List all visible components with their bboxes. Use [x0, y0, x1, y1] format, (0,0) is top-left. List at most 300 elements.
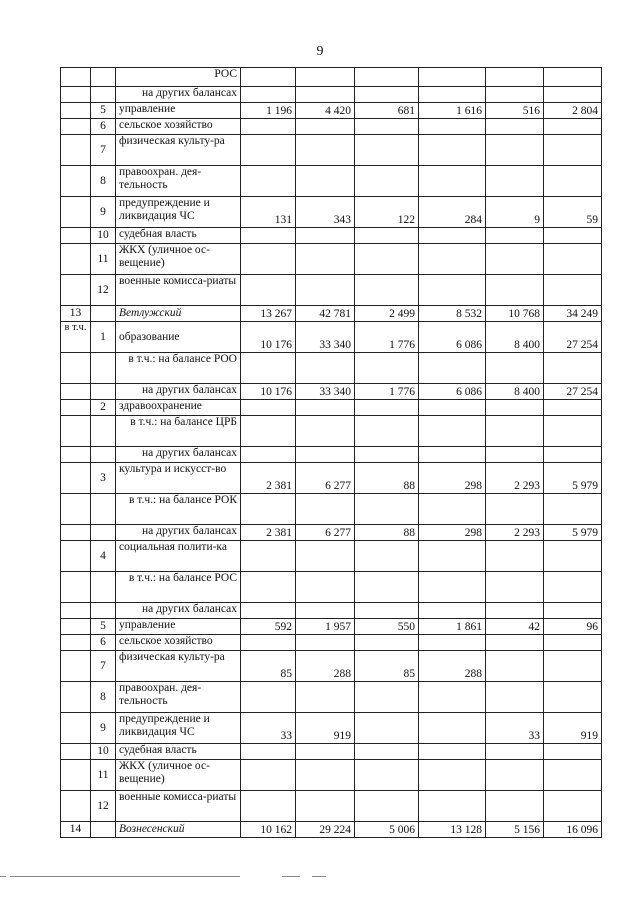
cell-value-6 — [544, 68, 602, 87]
cell-value-3: 5 006 — [355, 822, 419, 838]
cell-value-3 — [355, 353, 419, 384]
cell-value-2 — [296, 494, 355, 525]
table-row — [61, 760, 602, 791]
cell-value-2: 6 277 — [296, 525, 355, 541]
cell-value-1 — [241, 119, 296, 135]
cell-value-2: 6 277 — [296, 463, 355, 494]
cell-item-number: 6 — [91, 635, 116, 651]
cell-category-name: на других балансах — [116, 384, 241, 400]
cell-value-2 — [296, 744, 355, 760]
cell-value-2 — [296, 603, 355, 619]
cell-value-2 — [296, 400, 355, 416]
cell-value-3 — [355, 447, 419, 463]
cell-value-6 — [544, 228, 602, 244]
cell-value-1 — [241, 635, 296, 651]
cell-value-1 — [241, 760, 296, 791]
cell-value-3 — [355, 119, 419, 135]
cell-category-name: здравоохранение — [116, 400, 241, 416]
cell-value-1 — [241, 275, 296, 306]
cell-value-1 — [241, 244, 296, 275]
cell-value-2 — [296, 682, 355, 713]
cell-value-5 — [486, 228, 544, 244]
cell-value-6 — [544, 744, 602, 760]
cell-value-5: 8 400 — [486, 384, 544, 400]
cell-value-4 — [419, 135, 486, 166]
cell-item-number: 1 — [91, 322, 116, 353]
cell-value-5: 516 — [486, 103, 544, 119]
cell-category-name: военные комисса-риаты — [116, 791, 241, 822]
cell-value-1 — [241, 447, 296, 463]
table-row — [61, 744, 602, 760]
cell-value-6 — [544, 275, 602, 306]
cell-value-1: 2 381 — [241, 525, 296, 541]
cell-region-number — [61, 760, 91, 791]
cell-value-5 — [486, 119, 544, 135]
cell-item-number — [91, 603, 116, 619]
cell-value-3: 88 — [355, 463, 419, 494]
table-row — [61, 463, 602, 494]
cell-category-name: судебная власть — [116, 744, 241, 760]
cell-value-5 — [486, 68, 544, 87]
cell-value-3: 85 — [355, 651, 419, 682]
cell-category-name: предупреждение и ликвидация ЧС — [116, 713, 241, 744]
cell-value-1 — [241, 416, 296, 447]
cell-value-6: 919 — [544, 713, 602, 744]
cell-value-6 — [544, 135, 602, 166]
cell-item-number: 12 — [91, 791, 116, 822]
table-body — [61, 68, 602, 838]
cell-value-4: 284 — [419, 197, 486, 228]
cell-value-5 — [486, 760, 544, 791]
cell-item-number: 9 — [91, 197, 116, 228]
cell-value-2 — [296, 119, 355, 135]
cell-value-5 — [486, 244, 544, 275]
cell-value-3 — [355, 744, 419, 760]
cell-value-5 — [486, 87, 544, 103]
cell-item-number: 10 — [91, 228, 116, 244]
cell-category-name: образование — [116, 322, 241, 353]
cell-region-number — [61, 682, 91, 713]
cell-category-name: ЖКХ (уличное ос-вещение) — [116, 760, 241, 791]
cell-value-5: 9 — [486, 197, 544, 228]
cell-value-1 — [241, 541, 296, 572]
cell-value-1 — [241, 744, 296, 760]
cell-value-6 — [544, 635, 602, 651]
cell-value-5 — [486, 135, 544, 166]
table-row — [61, 119, 602, 135]
cell-value-1: 131 — [241, 197, 296, 228]
cell-value-4 — [419, 119, 486, 135]
cell-item-number: 5 — [91, 619, 116, 635]
cell-region-number — [61, 651, 91, 682]
table-row — [61, 603, 602, 619]
cell-value-2 — [296, 541, 355, 572]
cell-region-number — [61, 353, 91, 384]
cell-item-number — [91, 68, 116, 87]
table-row — [61, 791, 602, 822]
cell-value-3 — [355, 87, 419, 103]
cell-region-number — [61, 541, 91, 572]
cell-region-number — [61, 603, 91, 619]
cell-category-name: в т.ч.: на балансе ЦРБ — [116, 416, 241, 447]
cell-value-2: 288 — [296, 651, 355, 682]
cell-value-6 — [544, 791, 602, 822]
cell-category-name: в т.ч.: на балансе РОК — [116, 494, 241, 525]
cell-category-name: на других балансах — [116, 603, 241, 619]
cell-value-2 — [296, 244, 355, 275]
cell-region-number — [61, 119, 91, 135]
cell-value-4: 1 861 — [419, 619, 486, 635]
cell-value-5 — [486, 744, 544, 760]
cell-value-6 — [544, 416, 602, 447]
cell-value-6 — [544, 244, 602, 275]
cell-value-5 — [486, 275, 544, 306]
table-row — [61, 87, 602, 103]
table-row — [61, 651, 602, 682]
cell-value-6 — [544, 447, 602, 463]
cell-value-6: 96 — [544, 619, 602, 635]
cell-value-6 — [544, 541, 602, 572]
cell-value-2 — [296, 447, 355, 463]
cell-value-6: 27 254 — [544, 384, 602, 400]
cell-value-3: 681 — [355, 103, 419, 119]
cell-value-4: 1 616 — [419, 103, 486, 119]
cell-value-4: 6 086 — [419, 384, 486, 400]
budget-table — [60, 67, 602, 838]
table-row — [61, 682, 602, 713]
cell-value-4 — [419, 603, 486, 619]
cell-value-1 — [241, 494, 296, 525]
cell-value-1: 13 267 — [241, 306, 296, 322]
cell-value-5 — [486, 447, 544, 463]
cell-region-number: в т.ч. — [61, 322, 91, 353]
table-row — [61, 244, 602, 275]
cell-value-1 — [241, 400, 296, 416]
cell-value-2: 33 340 — [296, 384, 355, 400]
cell-value-5 — [486, 416, 544, 447]
cell-value-2: 42 781 — [296, 306, 355, 322]
cell-region-number — [61, 166, 91, 197]
cell-region-number — [61, 103, 91, 119]
cell-category-name: социальная полити-ка — [116, 541, 241, 572]
cell-item-number: 8 — [91, 682, 116, 713]
cell-value-2 — [296, 635, 355, 651]
cell-region-number: 14 — [61, 822, 91, 838]
cell-category-name: управление — [116, 619, 241, 635]
cell-region-number — [61, 68, 91, 87]
cell-region-number — [61, 384, 91, 400]
cell-region-number — [61, 400, 91, 416]
cell-value-1: 85 — [241, 651, 296, 682]
cell-item-number — [91, 447, 116, 463]
table-row — [61, 228, 602, 244]
cell-region-number — [61, 447, 91, 463]
cell-value-2 — [296, 760, 355, 791]
cell-region-number — [61, 197, 91, 228]
table-row — [61, 713, 602, 744]
cell-value-3 — [355, 682, 419, 713]
cell-value-5 — [486, 682, 544, 713]
cell-item-number: 4 — [91, 541, 116, 572]
cell-value-5 — [486, 791, 544, 822]
cell-region-number — [61, 135, 91, 166]
cell-value-4: 298 — [419, 525, 486, 541]
cell-value-4 — [419, 244, 486, 275]
cell-region-number — [61, 244, 91, 275]
cell-category-name: в т.ч.: на балансе РОО — [116, 353, 241, 384]
cell-item-number — [91, 572, 116, 603]
cell-value-4 — [419, 87, 486, 103]
cell-value-6 — [544, 682, 602, 713]
cell-value-3 — [355, 760, 419, 791]
cell-value-6 — [544, 119, 602, 135]
cell-value-4: 13 128 — [419, 822, 486, 838]
cell-value-5 — [486, 635, 544, 651]
cell-value-3 — [355, 166, 419, 197]
cell-value-1: 33 — [241, 713, 296, 744]
table-row — [61, 447, 602, 463]
cell-value-4 — [419, 447, 486, 463]
cell-category-name: на других балансах — [116, 525, 241, 541]
cell-value-1: 10 176 — [241, 384, 296, 400]
cell-value-3 — [355, 400, 419, 416]
cell-value-6: 2 804 — [544, 103, 602, 119]
cell-value-1: 10 176 — [241, 322, 296, 353]
cell-category-name: судебная власть — [116, 228, 241, 244]
cell-category-name: правоохран. дея-тельность — [116, 682, 241, 713]
cell-value-5 — [486, 651, 544, 682]
cell-value-6 — [544, 353, 602, 384]
cell-item-number — [91, 384, 116, 400]
cell-category-name: сельское хозяйство — [116, 635, 241, 651]
cell-item-number: 3 — [91, 463, 116, 494]
cell-region-number — [61, 619, 91, 635]
cell-value-2: 29 224 — [296, 822, 355, 838]
cell-value-2 — [296, 353, 355, 384]
cell-value-6: 5 979 — [544, 525, 602, 541]
cell-value-6 — [544, 760, 602, 791]
cell-value-3: 1 776 — [355, 322, 419, 353]
cell-value-1 — [241, 135, 296, 166]
cell-value-5: 33 — [486, 713, 544, 744]
cell-value-4 — [419, 744, 486, 760]
cell-value-4 — [419, 635, 486, 651]
cell-value-6 — [544, 494, 602, 525]
cell-category-name: культура и искусст-во — [116, 463, 241, 494]
cell-value-6 — [544, 166, 602, 197]
cell-category-name: физическая культу-ра — [116, 651, 241, 682]
cell-category-name: физическая культу-ра — [116, 135, 241, 166]
cell-value-1: 10 162 — [241, 822, 296, 838]
table-row — [61, 400, 602, 416]
cell-value-4: 6 086 — [419, 322, 486, 353]
cell-item-number: 5 — [91, 103, 116, 119]
cell-value-1 — [241, 572, 296, 603]
cell-value-4 — [419, 400, 486, 416]
table-row — [61, 384, 602, 400]
cell-value-5 — [486, 494, 544, 525]
cell-value-5 — [486, 603, 544, 619]
cell-category-name: на других балансах — [116, 447, 241, 463]
cell-category-name: военные комисса-риаты — [116, 275, 241, 306]
table-row — [61, 572, 602, 603]
cell-value-5: 2 293 — [486, 463, 544, 494]
cell-region-number — [61, 463, 91, 494]
footer-rule — [0, 876, 640, 880]
table-row — [61, 103, 602, 119]
cell-item-number — [91, 87, 116, 103]
cell-value-3 — [355, 68, 419, 87]
cell-region-number: 13 — [61, 306, 91, 322]
cell-region-number — [61, 744, 91, 760]
cell-value-4 — [419, 541, 486, 572]
cell-value-4 — [419, 416, 486, 447]
cell-value-3 — [355, 572, 419, 603]
cell-value-5 — [486, 400, 544, 416]
cell-value-3: 122 — [355, 197, 419, 228]
cell-value-1 — [241, 353, 296, 384]
cell-value-4 — [419, 760, 486, 791]
cell-region-number — [61, 416, 91, 447]
cell-value-1: 592 — [241, 619, 296, 635]
cell-value-3 — [355, 635, 419, 651]
cell-value-2: 4 420 — [296, 103, 355, 119]
cell-category-name: Ветлужский — [116, 306, 241, 322]
cell-category-name: РОС — [116, 68, 241, 87]
cell-region-number — [61, 635, 91, 651]
cell-value-6: 5 979 — [544, 463, 602, 494]
cell-item-number: 11 — [91, 244, 116, 275]
table-row — [61, 68, 602, 87]
cell-region-number — [61, 275, 91, 306]
cell-value-1: 2 381 — [241, 463, 296, 494]
cell-value-3 — [355, 275, 419, 306]
cell-value-5: 8 400 — [486, 322, 544, 353]
cell-category-name: предупреждение и ликвидация ЧС — [116, 197, 241, 228]
cell-value-3 — [355, 541, 419, 572]
cell-value-2: 919 — [296, 713, 355, 744]
cell-value-4 — [419, 713, 486, 744]
cell-value-4 — [419, 682, 486, 713]
table-row — [61, 275, 602, 306]
cell-value-6: 16 096 — [544, 822, 602, 838]
cell-value-1 — [241, 791, 296, 822]
cell-item-number — [91, 822, 116, 838]
cell-value-3 — [355, 244, 419, 275]
cell-item-number: 10 — [91, 744, 116, 760]
table-row — [61, 525, 602, 541]
cell-value-6 — [544, 603, 602, 619]
cell-value-5 — [486, 572, 544, 603]
cell-value-6: 59 — [544, 197, 602, 228]
cell-value-3 — [355, 135, 419, 166]
cell-value-3 — [355, 228, 419, 244]
cell-category-name: Вознесенский — [116, 822, 241, 838]
cell-value-6: 27 254 — [544, 322, 602, 353]
table-row — [61, 322, 602, 353]
cell-category-name: в т.ч.: на балансе РОС — [116, 572, 241, 603]
cell-value-6: 34 249 — [544, 306, 602, 322]
cell-value-4 — [419, 791, 486, 822]
cell-value-3 — [355, 416, 419, 447]
cell-value-5 — [486, 353, 544, 384]
cell-value-2: 33 340 — [296, 322, 355, 353]
cell-value-2: 1 957 — [296, 619, 355, 635]
cell-category-name: на других балансах — [116, 87, 241, 103]
cell-value-2 — [296, 68, 355, 87]
cell-value-4 — [419, 353, 486, 384]
cell-value-4 — [419, 68, 486, 87]
cell-value-5: 42 — [486, 619, 544, 635]
cell-value-1 — [241, 603, 296, 619]
page-number: 9 — [316, 44, 324, 59]
table-row — [61, 635, 602, 651]
cell-item-number: 2 — [91, 400, 116, 416]
cell-value-2 — [296, 87, 355, 103]
cell-value-6 — [544, 400, 602, 416]
cell-value-1 — [241, 682, 296, 713]
cell-value-2 — [296, 166, 355, 197]
cell-region-number — [61, 525, 91, 541]
cell-value-2 — [296, 135, 355, 166]
cell-category-name: ЖКХ (уличное ос-вещение) — [116, 244, 241, 275]
cell-value-3 — [355, 494, 419, 525]
cell-region-number — [61, 713, 91, 744]
cell-value-4 — [419, 572, 486, 603]
table-row — [61, 197, 602, 228]
cell-item-number — [91, 525, 116, 541]
cell-category-name: сельское хозяйство — [116, 119, 241, 135]
cell-region-number — [61, 791, 91, 822]
cell-category-name: управление — [116, 103, 241, 119]
table-row — [61, 353, 602, 384]
table-row — [61, 416, 602, 447]
cell-category-name: правоохран. дея-тельность — [116, 166, 241, 197]
cell-value-6 — [544, 87, 602, 103]
cell-value-3: 1 776 — [355, 384, 419, 400]
cell-value-2 — [296, 228, 355, 244]
cell-item-number: 7 — [91, 135, 116, 166]
cell-value-3 — [355, 713, 419, 744]
cell-value-6 — [544, 572, 602, 603]
cell-item-number: 11 — [91, 760, 116, 791]
cell-value-4 — [419, 275, 486, 306]
cell-value-4 — [419, 166, 486, 197]
cell-value-2 — [296, 416, 355, 447]
cell-value-5 — [486, 541, 544, 572]
cell-value-2 — [296, 572, 355, 603]
cell-item-number: 9 — [91, 713, 116, 744]
table-row — [61, 135, 602, 166]
cell-item-number: 8 — [91, 166, 116, 197]
table-row — [61, 822, 602, 838]
table-row — [61, 306, 602, 322]
cell-value-3: 88 — [355, 525, 419, 541]
table-row — [61, 166, 602, 197]
cell-value-4 — [419, 228, 486, 244]
cell-item-number — [91, 416, 116, 447]
table-row — [61, 541, 602, 572]
cell-value-4: 298 — [419, 463, 486, 494]
cell-value-1 — [241, 68, 296, 87]
cell-value-6 — [544, 651, 602, 682]
cell-value-5 — [486, 166, 544, 197]
cell-item-number: 7 — [91, 651, 116, 682]
cell-value-1 — [241, 166, 296, 197]
cell-region-number — [61, 572, 91, 603]
cell-value-5: 2 293 — [486, 525, 544, 541]
cell-region-number — [61, 228, 91, 244]
